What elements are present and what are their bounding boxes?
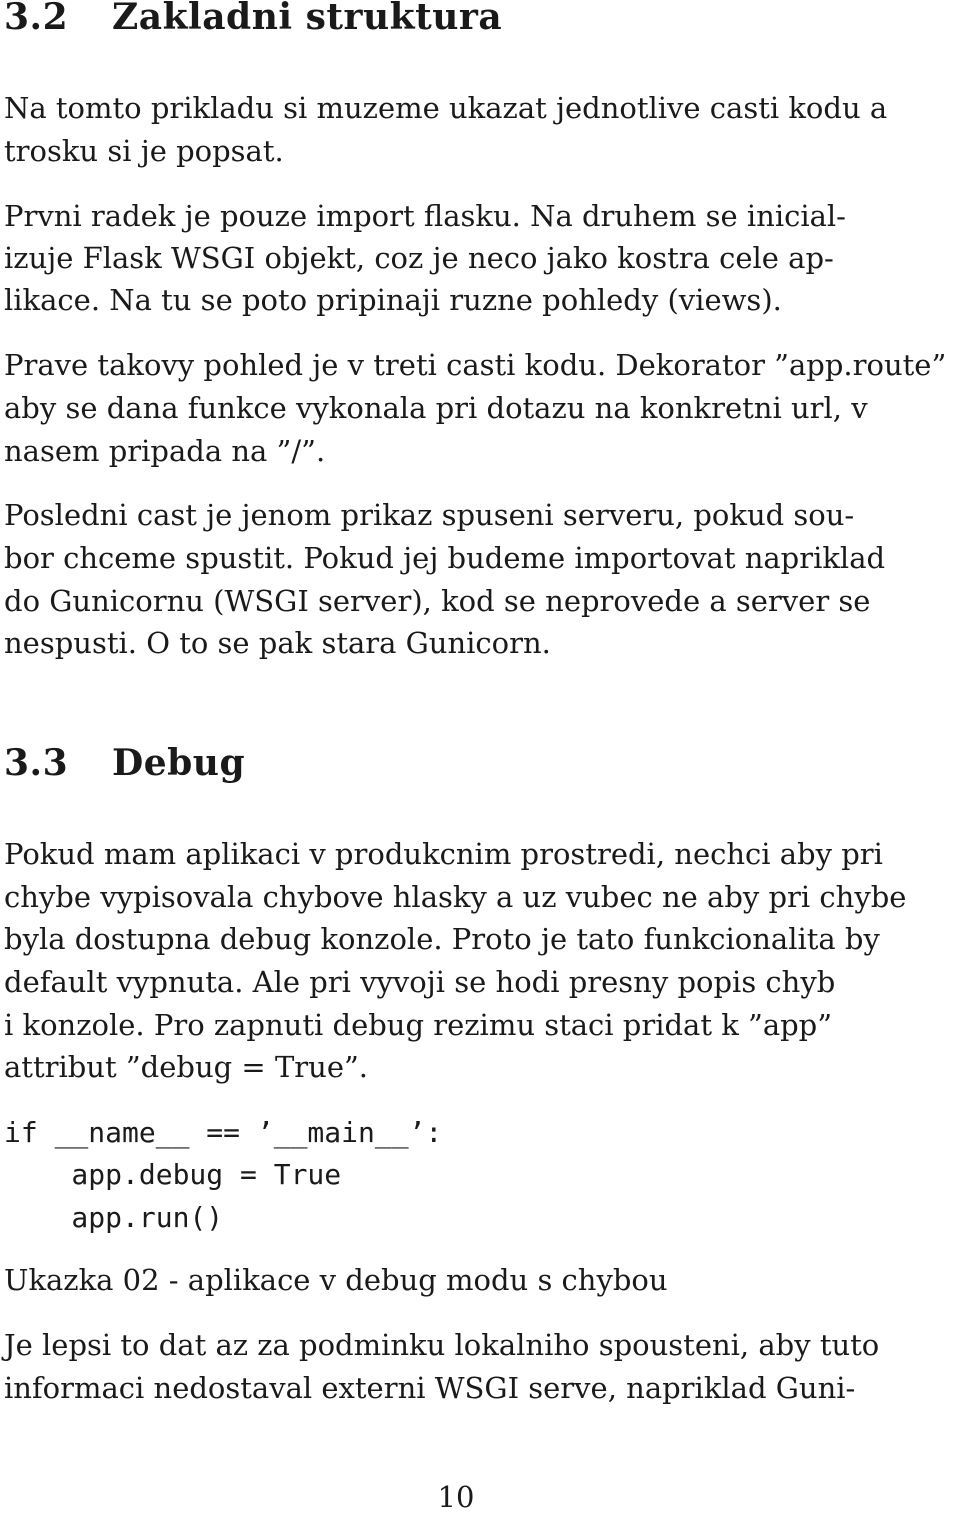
text-line: izuje Flask WSGI objekt, coz je neco jako kostra cele ap- — [4, 241, 834, 275]
text-line: Pokud mam aplikaci v produkcnim prostredi, nechci aby pri — [4, 837, 883, 871]
section-heading-3-2 — [4, 0, 502, 38]
text-line: trosku si je popsat. — [4, 134, 284, 168]
text-line: informaci nedostaval externi WSGI serve, napriklad Guni- — [4, 1371, 856, 1405]
text-line: Prvni radek je pouze import flasku. Na druhem se inicial- — [4, 199, 846, 233]
text-line: Prave takovy pohled je v treti casti kodu. Dekorator ”app.route” — [4, 348, 947, 382]
section-title: Debug — [112, 742, 246, 784]
text-line: chybe vypisovala chybove hlasky a uz vubec ne aby pri chybe — [4, 880, 907, 914]
section-number: 3.3 — [4, 742, 69, 784]
text-line: Na tomto prikladu si muzeme ukazat jednotlive casti kodu a — [4, 91, 888, 125]
text-line: bor chceme spustit. Pokud jej budeme importovat napriklad — [4, 541, 886, 575]
code-line: app.run() — [4, 1201, 224, 1234]
text-line: default vypnuta. Ale pri vyvoji se hodi presny popis chyb — [4, 965, 836, 999]
text-line: nasem pripada na ”/”. — [4, 434, 326, 468]
text-line: aby se dana funkce vykonala pri dotazu na konkretni url, v — [4, 391, 868, 425]
text-line: nespusti. O to se pak stara Gunicorn. — [4, 626, 551, 660]
text-line: byla dostupna debug konzole. Proto je tato funkcionalita by — [4, 922, 880, 956]
text-line: Posledni cast je jenom prikaz spuseni serveru, pokud sou- — [4, 498, 855, 532]
section-title: Zakladni struktura — [112, 0, 503, 38]
section-heading-3-3 — [4, 742, 245, 784]
code-line: if __name__ == ’__main__’: — [4, 1116, 443, 1149]
text-line: do Gunicornu (WSGI server), kod se neprovede a server se — [4, 584, 871, 618]
section-number: 3.2 — [4, 0, 69, 38]
code-line: app.debug = True — [4, 1158, 342, 1191]
page-number: 10 — [437, 1480, 475, 1514]
text-line: i konzole. Pro zapnuti debug rezimu staci pridat k ”app” — [4, 1008, 833, 1042]
text-line: likace. Na tu se poto pripinaji ruzne pohledy (views). — [4, 283, 782, 317]
code-caption: Ukazka 02 - aplikace v debug modu s chybou — [4, 1263, 668, 1297]
text-line: attribut ”debug = True”. — [4, 1050, 369, 1084]
text-line: Je lepsi to dat az za podminku lokalniho spousteni, aby tuto — [4, 1328, 880, 1362]
